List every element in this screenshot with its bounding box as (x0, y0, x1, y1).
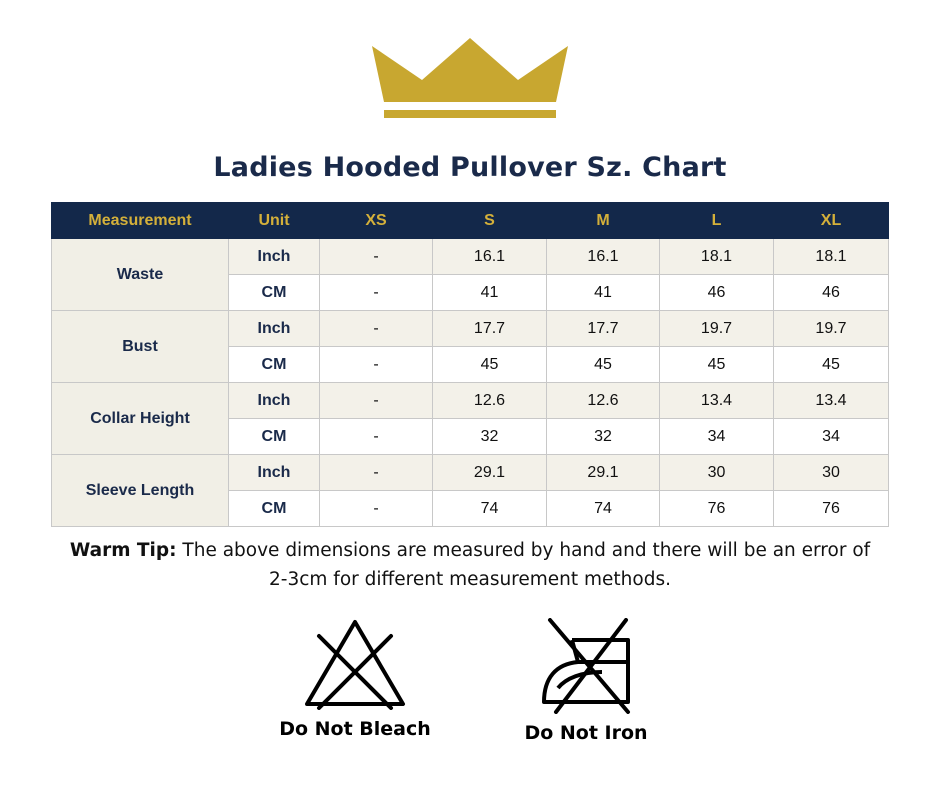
value-cell: 17.7 (547, 311, 660, 347)
value-cell: 30 (774, 455, 889, 491)
measurement-collar-height: Collar Height (52, 383, 229, 455)
header-xl: XL (774, 203, 889, 239)
value-cell: - (320, 455, 433, 491)
value-cell: 29.1 (547, 455, 660, 491)
value-cell: 32 (547, 419, 660, 455)
value-cell: 32 (433, 419, 547, 455)
value-cell: 76 (774, 491, 889, 527)
header-xs: XS (320, 203, 433, 239)
value-cell: 30 (660, 455, 774, 491)
value-cell: 74 (547, 491, 660, 527)
value-cell: 12.6 (433, 383, 547, 419)
value-cell: - (320, 491, 433, 527)
warm-tip (60, 536, 880, 594)
value-cell: 19.7 (774, 311, 889, 347)
header-m: M (547, 203, 660, 239)
table-header-row (52, 203, 889, 239)
measurement-waste: Waste (52, 239, 229, 311)
value-cell: - (320, 275, 433, 311)
warm-tip-text: The above dimensions are measured by hand and there will be an error of 2-3cm for different measurement methods. (182, 540, 871, 590)
care-no-iron (500, 618, 672, 744)
unit-cell: Inch (229, 311, 320, 347)
value-cell: 46 (660, 275, 774, 311)
value-cell: - (320, 383, 433, 419)
no-iron-icon (532, 618, 640, 714)
no-iron-label: Do Not Iron (524, 722, 648, 744)
measurement-sleeve-length: Sleeve Length (52, 455, 229, 527)
value-cell: 13.4 (660, 383, 774, 419)
value-cell: 45 (547, 347, 660, 383)
value-cell: 74 (433, 491, 547, 527)
value-cell: - (320, 347, 433, 383)
value-cell: 45 (774, 347, 889, 383)
size-chart-table (51, 202, 889, 527)
value-cell: - (320, 311, 433, 347)
unit-cell: CM (229, 491, 320, 527)
value-cell: 12.6 (547, 383, 660, 419)
crown-logo (372, 38, 568, 122)
unit-cell: CM (229, 419, 320, 455)
value-cell: 16.1 (547, 239, 660, 275)
unit-cell: Inch (229, 239, 320, 275)
value-cell: 18.1 (660, 239, 774, 275)
header-l: L (660, 203, 774, 239)
header-measurement: Measurement (52, 203, 229, 239)
unit-cell: Inch (229, 455, 320, 491)
table-row (52, 455, 889, 491)
value-cell: 17.7 (433, 311, 547, 347)
value-cell: 18.1 (774, 239, 889, 275)
value-cell: 45 (433, 347, 547, 383)
value-cell: - (320, 419, 433, 455)
value-cell: 29.1 (433, 455, 547, 491)
page-title: Ladies Hooded Pullover Sz. Chart (213, 152, 727, 183)
value-cell: 45 (660, 347, 774, 383)
care-no-bleach (262, 618, 448, 740)
value-cell: 46 (774, 275, 889, 311)
no-bleach-label: Do Not Bleach (279, 718, 431, 740)
value-cell: 13.4 (774, 383, 889, 419)
header-unit: Unit (229, 203, 320, 239)
table-row (52, 383, 889, 419)
value-cell: 16.1 (433, 239, 547, 275)
value-cell: 19.7 (660, 311, 774, 347)
measurement-bust: Bust (52, 311, 229, 383)
unit-cell: Inch (229, 383, 320, 419)
header-s: S (433, 203, 547, 239)
warm-tip-label: Warm Tip: (69, 540, 177, 561)
value-cell: 41 (547, 275, 660, 311)
value-cell: 41 (433, 275, 547, 311)
value-cell: 34 (774, 419, 889, 455)
unit-cell: CM (229, 347, 320, 383)
no-bleach-icon (303, 618, 407, 710)
table-row (52, 239, 889, 275)
value-cell: - (320, 239, 433, 275)
value-cell: 76 (660, 491, 774, 527)
table-row (52, 311, 889, 347)
unit-cell: CM (229, 275, 320, 311)
value-cell: 34 (660, 419, 774, 455)
